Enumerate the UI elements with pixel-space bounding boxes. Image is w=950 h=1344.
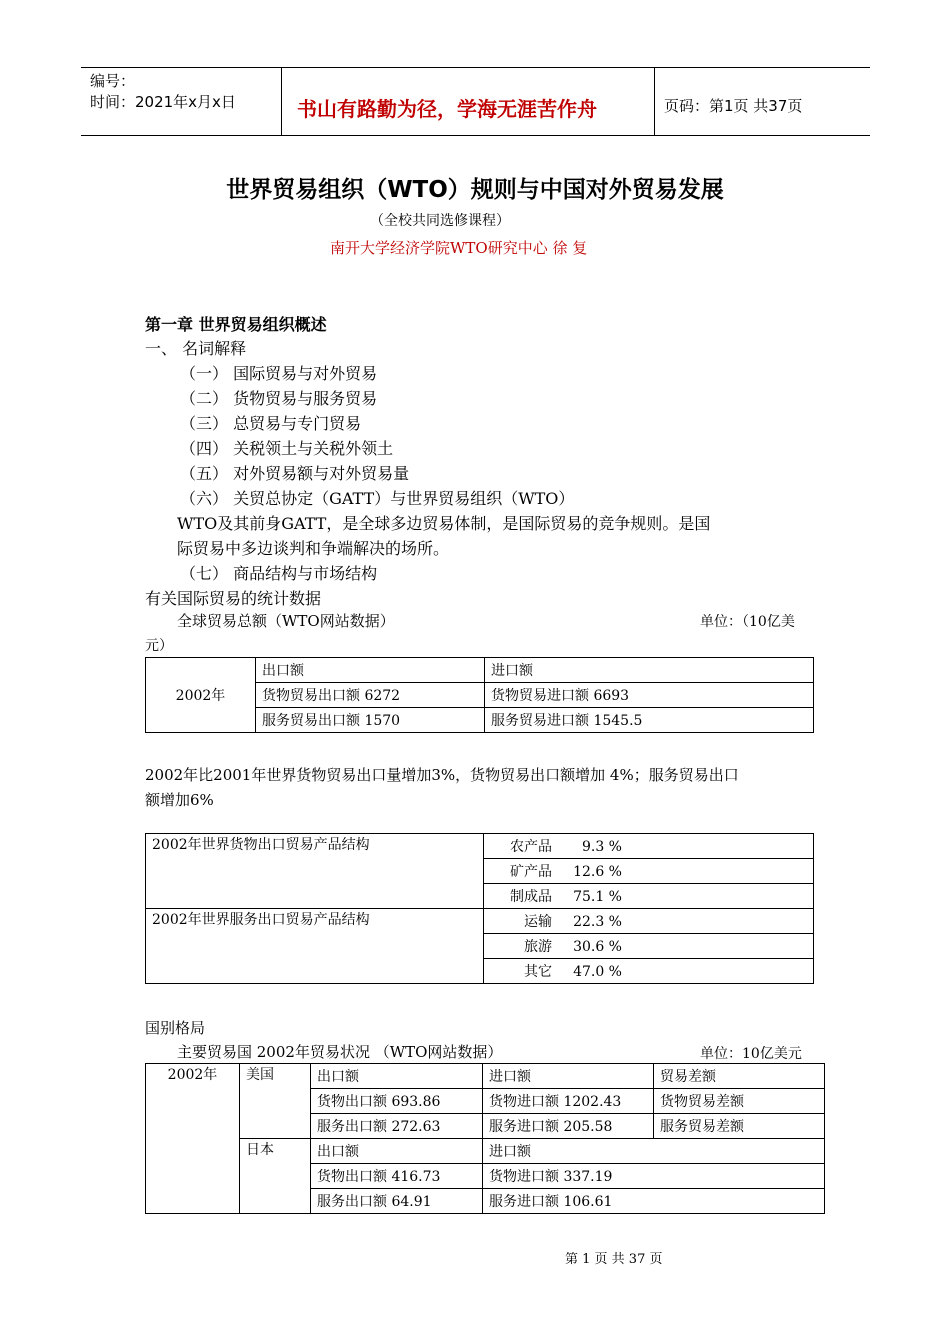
table-row xyxy=(484,859,814,884)
usa-balance-header: 贸易差额 xyxy=(654,1064,825,1089)
table1-services-export: 服务贸易出口额 1570 xyxy=(256,708,485,733)
japan-services-export: 服务出口额 64.91 xyxy=(311,1189,483,1214)
japan-goods-import: 货物进口额 337.19 xyxy=(483,1164,825,1189)
table1-unit-cont: 元） xyxy=(145,638,173,654)
table3-caption: 主要贸易国 2002年贸易状况 （WTO网站数据） xyxy=(177,1043,503,1061)
japan-import-header: 进口额 xyxy=(483,1139,825,1164)
table-row xyxy=(484,959,814,984)
category-share: 12.6 % xyxy=(573,864,622,880)
usa-goods-import: 货物进口额 1202.43 xyxy=(483,1089,654,1114)
header-motto: 书山有路勤为径，学海无涯苦作舟 xyxy=(297,97,597,121)
term-item: （二） 货物贸易与服务贸易 xyxy=(180,389,378,408)
page-title: 世界贸易组织（WTO）规则与中国对外贸易发展 xyxy=(226,177,724,203)
table3-year: 2002年 xyxy=(146,1064,240,1214)
category-name: 其它 xyxy=(524,964,552,980)
wto-paragraph-line: WTO及其前身GATT，是全球多边贸易体制，是国际贸易的竞争规则。是国 xyxy=(177,514,711,533)
category-name: 运输 xyxy=(524,914,552,930)
country-japan: 日本 xyxy=(240,1139,311,1214)
table1-col-export: 出口额 xyxy=(256,658,485,683)
term-item: （三） 总贸易与专门贸易 xyxy=(180,414,362,433)
category-share: 47.0 % xyxy=(573,964,622,980)
growth-line: 额增加6% xyxy=(145,791,214,809)
table-row xyxy=(484,884,814,909)
category-name: 旅游 xyxy=(524,939,552,955)
category-share: 9.3 % xyxy=(581,839,622,855)
table-row xyxy=(484,909,814,934)
usa-services-balance: 服务贸易差额 xyxy=(654,1114,825,1139)
table3-unit: 单位：10亿美元 xyxy=(700,1046,802,1062)
category-share: 75.1 % xyxy=(573,889,622,905)
category-name: 矿产品 xyxy=(510,864,552,880)
header-divider-right xyxy=(654,67,655,135)
product-structure-table xyxy=(145,833,814,984)
stats-heading: 有关国际贸易的统计数据 xyxy=(145,589,322,608)
table-row xyxy=(484,934,814,959)
usa-import-header: 进口额 xyxy=(483,1064,654,1089)
usa-services-import: 服务进口额 205.58 xyxy=(483,1114,654,1139)
doc-number-label: 编号： xyxy=(90,72,136,90)
japan-export-header: 出口额 xyxy=(311,1139,483,1164)
japan-services-import: 服务进口额 106.61 xyxy=(483,1189,825,1214)
goods-structure-label: 2002年世界货物出口贸易产品结构 xyxy=(146,834,484,909)
table1-unit: 单位：（10亿美 xyxy=(700,614,795,630)
page-footer: 第 1 页 共 37 页 xyxy=(565,1252,663,1267)
wto-paragraph-line: 际贸易中多边谈判和争端解决的场所。 xyxy=(177,539,450,558)
table1-col-import: 进口额 xyxy=(485,658,814,683)
country-trade-table xyxy=(145,1063,825,1214)
category-name: 制成品 xyxy=(510,889,552,905)
usa-services-export: 服务出口额 272.63 xyxy=(311,1114,483,1139)
japan-goods-export: 货物出口额 416.73 xyxy=(311,1164,483,1189)
category-name: 农产品 xyxy=(510,839,552,855)
services-structure-label: 2002年世界服务出口贸易产品结构 xyxy=(146,909,484,984)
term-item: （四） 关税领土与关税外领土 xyxy=(180,439,394,458)
usa-export-header: 出口额 xyxy=(311,1064,483,1089)
table1-year: 2002年 xyxy=(146,658,256,733)
category-share: 30.6 % xyxy=(573,939,622,955)
country-usa: 美国 xyxy=(240,1064,311,1139)
author-line: 南开大学经济学院WTO研究中心 徐 复 xyxy=(330,239,588,257)
header-top-rule xyxy=(81,67,870,68)
term-item: （七） 商品结构与市场结构 xyxy=(180,564,378,583)
table1-goods-export: 货物贸易出口额 6272 xyxy=(256,683,485,708)
category-share: 22.3 % xyxy=(573,914,622,930)
doc-time-label: 时间：2021年x月x日 xyxy=(90,93,236,111)
header-divider-left xyxy=(281,67,282,135)
table1-services-import: 服务贸易进口额 1545.5 xyxy=(485,708,814,733)
growth-line: 2002年比2001年世界货物贸易出口量增加3%，货物贸易出口额增加 4%；服务贸易出口 xyxy=(145,766,739,784)
term-item: （六） 关贸总协定（GATT）与世界贸易组织（WTO） xyxy=(180,489,575,508)
chapter-heading: 第一章 世界贸易组织概述 xyxy=(145,315,327,334)
header-page-info: 页码：第1页 共37页 xyxy=(664,97,803,115)
usa-goods-balance: 货物贸易差额 xyxy=(654,1089,825,1114)
table1-goods-import: 货物贸易进口额 6693 xyxy=(485,683,814,708)
country-heading: 国别格局 xyxy=(145,1019,206,1037)
table1-caption: 全球贸易总额（WTO网站数据） xyxy=(177,612,395,630)
term-item: （五） 对外贸易额与对外贸易量 xyxy=(180,464,410,483)
table-row xyxy=(484,834,814,859)
usa-goods-export: 货物出口额 693.86 xyxy=(311,1089,483,1114)
page-subtitle: （全校共同选修课程） xyxy=(370,213,510,229)
global-trade-table xyxy=(145,657,814,733)
term-item: （一） 国际贸易与对外贸易 xyxy=(180,364,378,383)
header-bottom-rule xyxy=(81,135,870,136)
section-heading: 一、 名词解释 xyxy=(145,339,247,358)
